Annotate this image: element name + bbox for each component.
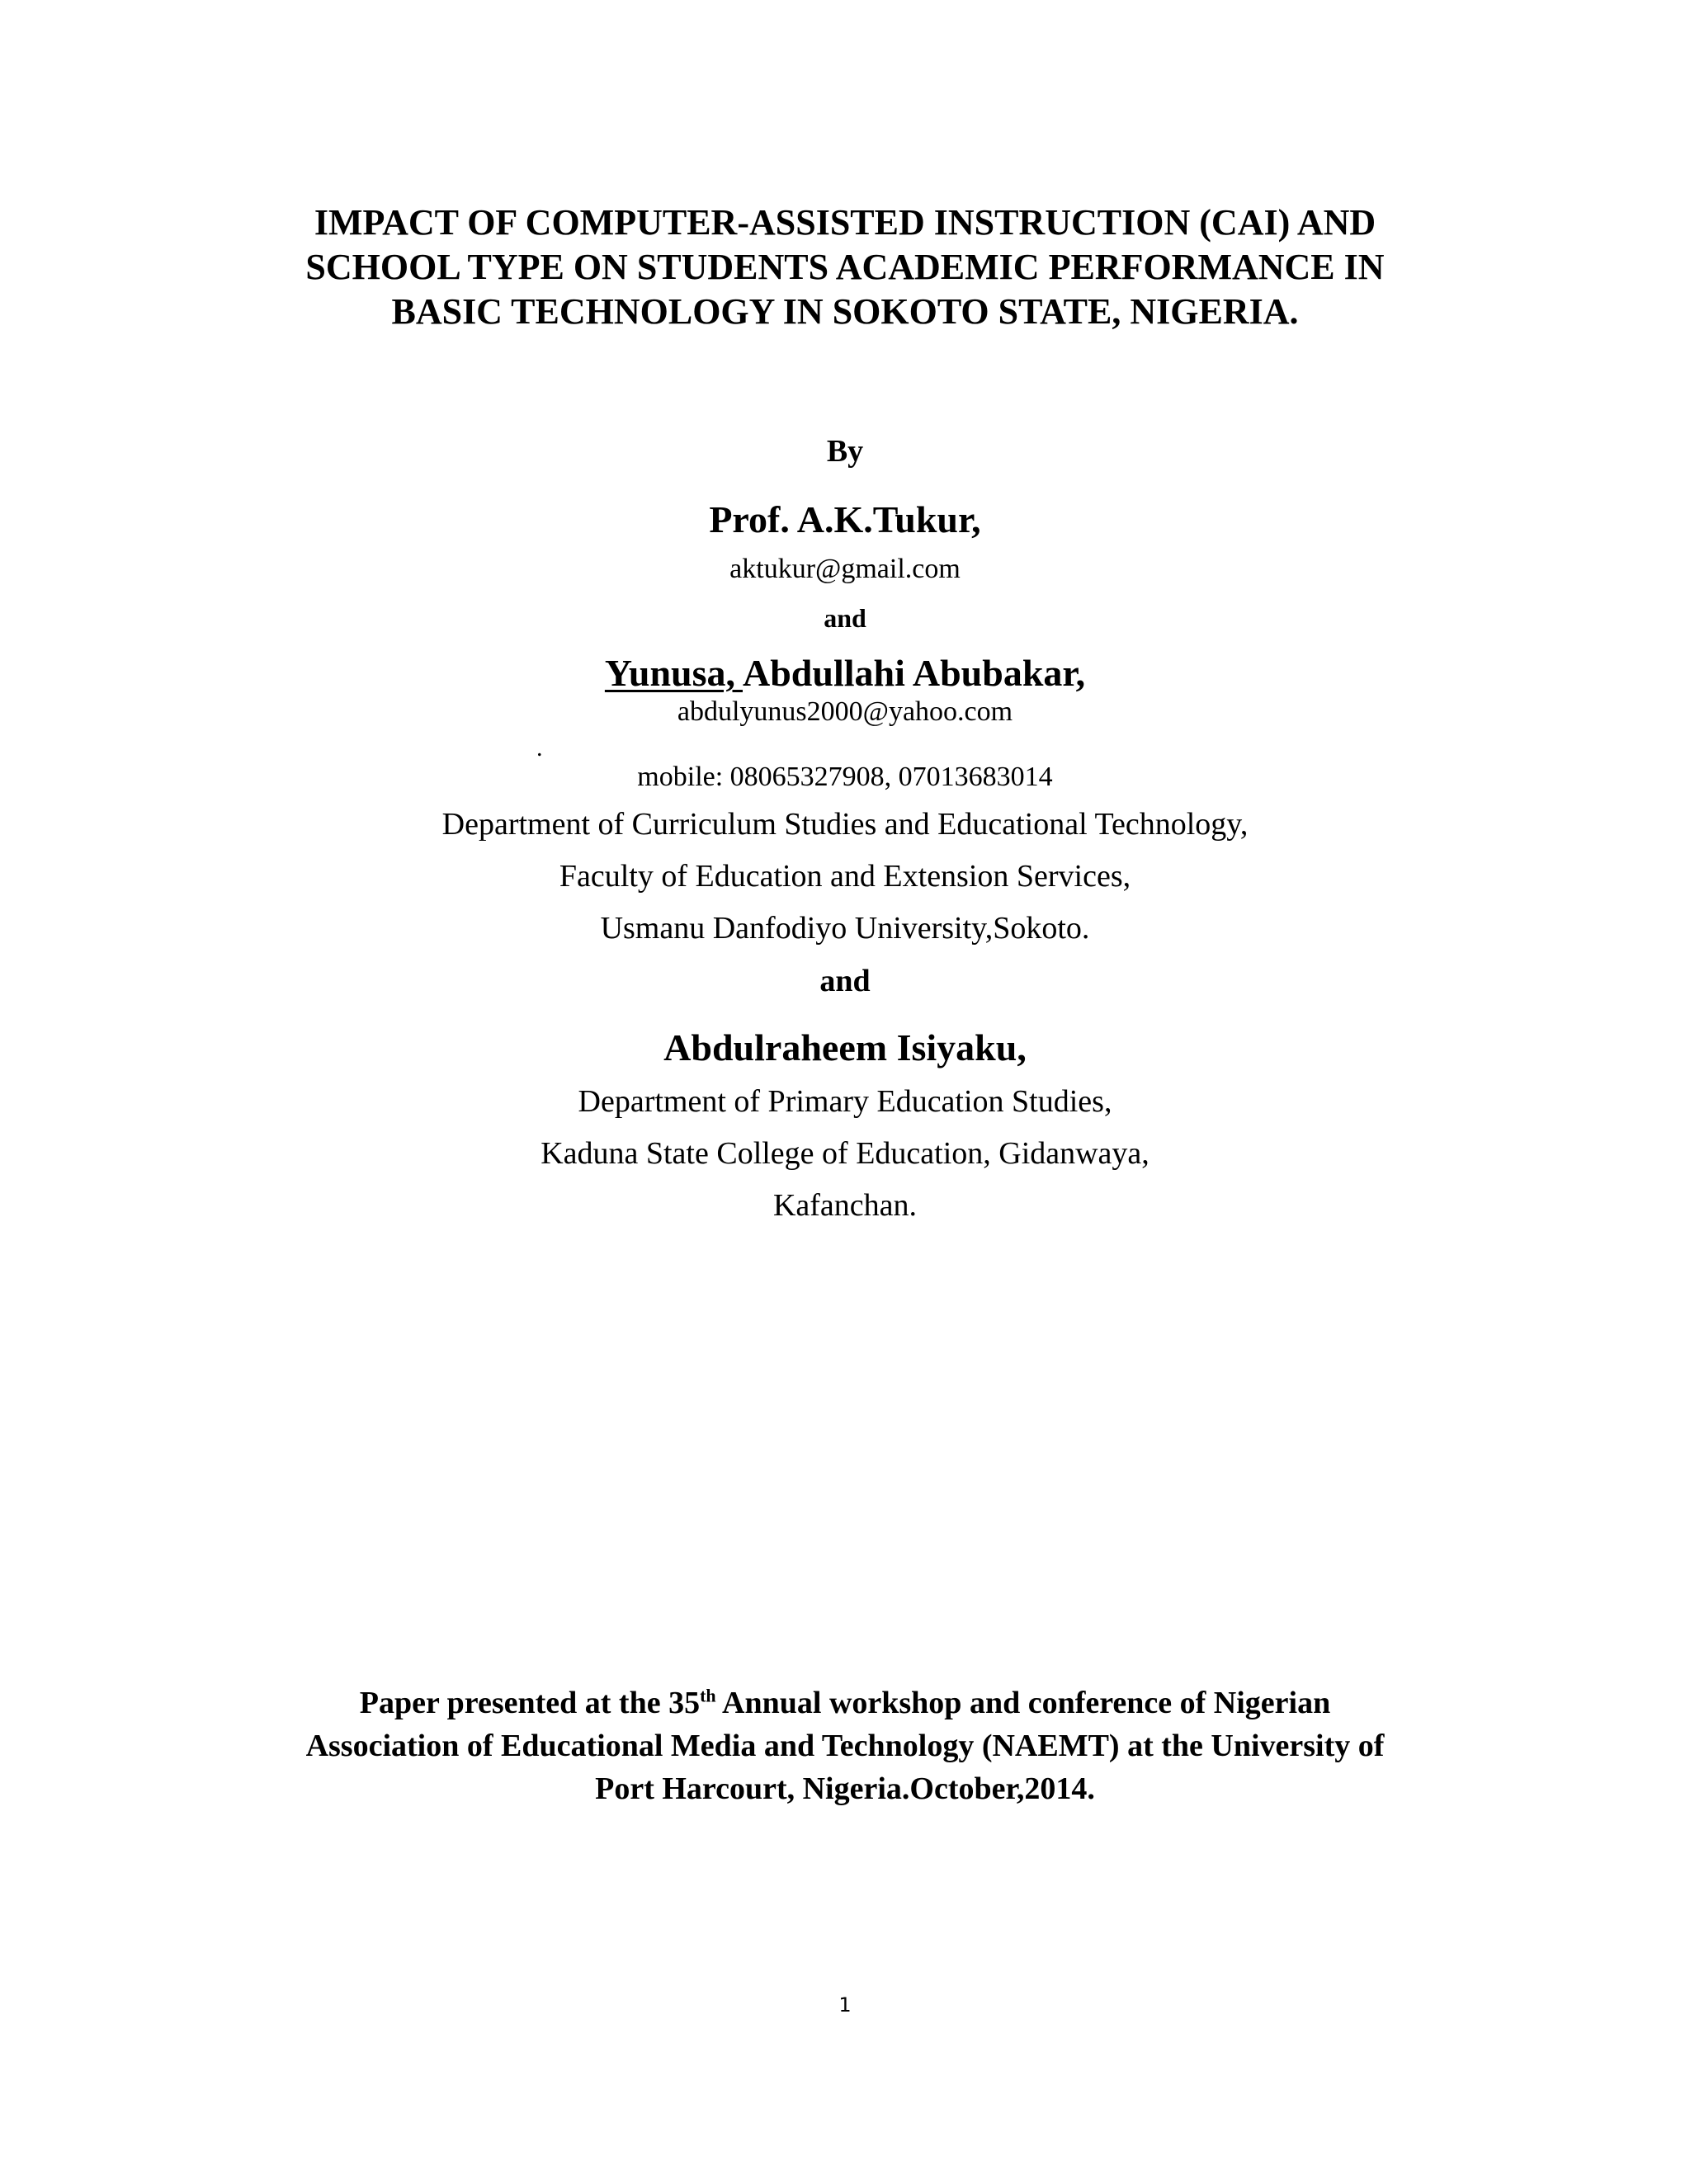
author-3-affiliation-line-2: Kaduna State College of Education, Gidanwaya, [541, 1136, 1149, 1171]
page-number: 1 [838, 1993, 852, 2017]
author-1-name: Prof. A.K.Tukur, [709, 498, 981, 540]
paper-title-line-3: BASIC TECHNOLOGY IN SOKOTO STATE, NIGERIA. [391, 291, 1299, 332]
conference-note-line-1 [0, 1687, 1690, 1719]
author-2-affiliation-line-1: Department of Curriculum Studies and Educational Technology, [441, 807, 1249, 842]
author-2-surname: Yunusa, [604, 652, 743, 694]
and-separator-2: and [819, 964, 871, 998]
author-2-affiliation-line-2: Faculty of Education and Extension Services, [559, 859, 1131, 894]
author-3-affiliation-line-3: Kafanchan. [772, 1188, 918, 1223]
author-2-given-names: Abdullahi Abubakar, [743, 652, 1086, 694]
conference-note-line-2: Association of Educational Media and Technology (NAEMT) at the University of [305, 1729, 1385, 1763]
author-2-email: abdulyunus2000@yahoo.com [677, 696, 1013, 727]
conference-note-line-1-start: Paper presented at the 35 [359, 1686, 701, 1720]
byline: By [826, 434, 864, 469]
ordinal-superscript: th [700, 1685, 716, 1706]
author-2-name [0, 654, 1690, 692]
author-3-name: Abdulraheem Isiyaku, [663, 1026, 1027, 1068]
paper-title-line-2: SCHOOL TYPE ON STUDENTS ACADEMIC PERFORMANCE IN [305, 247, 1385, 287]
author-1-email: aktukur@gmail.com [729, 554, 961, 584]
conference-note-line-3: Port Harcourt, Nigeria.October,2014. [595, 1771, 1095, 1806]
and-separator-1: and [824, 603, 866, 633]
author-3-affiliation-line-1: Department of Primary Education Studies, [578, 1084, 1112, 1119]
conference-note-line-1-end: Annual workshop and conference of Nigerian [715, 1686, 1331, 1720]
paper-title-line-1: IMPACT OF COMPUTER-ASSISTED INSTRUCTION (CAI) AND [314, 202, 1376, 243]
author-2-affiliation-line-3: Usmanu Danfodiyo University,Sokoto. [600, 911, 1090, 946]
stray-dot-mark: . [536, 734, 543, 762]
author-2-mobile: mobile: 08065327908, 07013683014 [637, 762, 1053, 792]
